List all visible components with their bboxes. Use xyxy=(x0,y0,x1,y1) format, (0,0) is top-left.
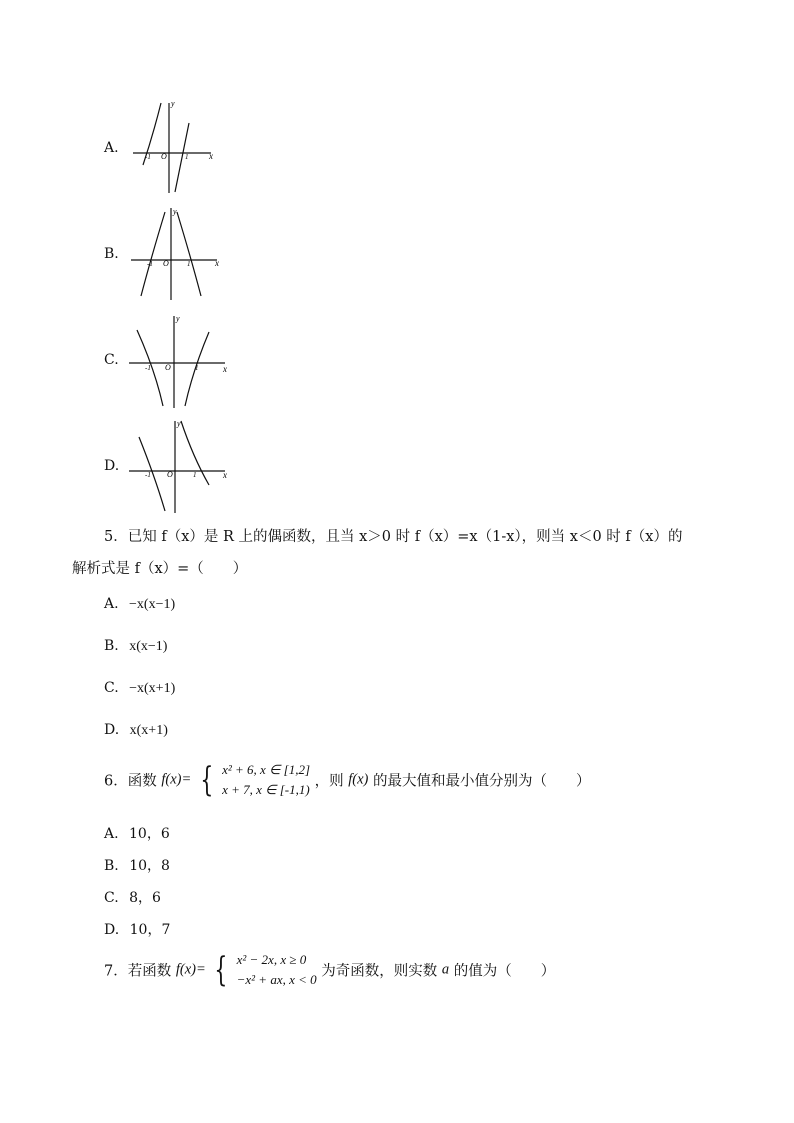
option-label: D. xyxy=(104,922,120,938)
left-brace-icon: { xyxy=(200,760,214,800)
graph-option-d xyxy=(125,415,235,515)
q5-option-a xyxy=(104,596,175,613)
q6-suffix: 的最大值和最小值分别为（ ） xyxy=(372,773,591,790)
origin-label: O xyxy=(165,363,171,372)
x-label: x xyxy=(209,151,213,161)
q7-prefix: 7．若函数 xyxy=(104,963,172,980)
q6-case-2: x + 7, x ∈ [-1,1) xyxy=(222,782,310,797)
option-label: A. xyxy=(104,826,119,842)
x-label: x xyxy=(223,364,227,374)
option-label-d: D. xyxy=(104,458,120,474)
y-label: y xyxy=(173,207,177,216)
q6-option-a xyxy=(104,823,170,843)
y-label: y xyxy=(177,419,181,428)
tick-neg-one: -1 xyxy=(145,153,151,161)
tick-one: 1 xyxy=(187,260,191,268)
option-label: B. xyxy=(104,638,119,654)
q7-fx: f(x)= xyxy=(175,961,206,978)
tick-neg-one: -1 xyxy=(145,471,151,479)
tick-neg-one: -1 xyxy=(147,260,153,268)
option-label: D. xyxy=(104,722,120,738)
q6-case-1: x² + 6, x ∈ [1,2] xyxy=(222,762,311,777)
q5-option-d xyxy=(104,722,168,739)
option-text: x(x−1) xyxy=(129,639,168,654)
tick-one: 1 xyxy=(195,364,199,372)
q6-prefix: 6．函数 xyxy=(104,773,157,790)
option-label-a: A. xyxy=(104,140,119,156)
option-text: −x(x+1) xyxy=(129,681,176,696)
q6-fx: f(x)= xyxy=(161,771,192,788)
q6-option-b xyxy=(104,855,170,875)
q7-var: a xyxy=(441,961,450,978)
left-curve xyxy=(141,212,165,296)
option-text: −x(x−1) xyxy=(129,597,176,612)
q7-suffix: 的值为（ ） xyxy=(453,963,556,980)
graph-option-b xyxy=(125,202,230,302)
right-curve xyxy=(177,212,201,296)
option-label: B. xyxy=(104,858,119,874)
q7-cases xyxy=(237,950,317,990)
option-label: C. xyxy=(104,890,119,906)
q6-mid: ，则 xyxy=(314,773,344,790)
q5-text-line1: 5．已知 f（x）是 R 上的偶函数，且当 x＞0 时 f（x）=x（1-x），则当 x＜0 时 f（x）的 xyxy=(104,529,683,545)
q7-case-1: x² − 2x, x ≥ 0 xyxy=(236,952,307,967)
option-label-b: B. xyxy=(104,246,119,262)
y-label: y xyxy=(176,314,180,323)
x-label: x xyxy=(215,258,219,268)
left-brace-icon: { xyxy=(214,950,228,990)
q6-fx2: f(x) xyxy=(348,771,369,788)
y-label: y xyxy=(171,99,175,108)
graph-option-a xyxy=(125,95,225,195)
origin-label: O xyxy=(167,470,173,479)
option-label: A. xyxy=(104,596,119,612)
graph-option-c xyxy=(125,310,235,410)
option-text: 10，8 xyxy=(129,858,170,874)
option-text: x(x+1) xyxy=(129,723,168,738)
q5-option-b xyxy=(104,638,167,655)
q6-stem xyxy=(104,760,590,800)
left-curve xyxy=(139,437,165,511)
x-label: x xyxy=(223,470,227,480)
q6-cases xyxy=(222,760,310,800)
q6-option-d xyxy=(104,919,170,939)
tick-one: 1 xyxy=(193,471,197,479)
origin-label: O xyxy=(161,152,167,161)
q6-option-c xyxy=(104,887,161,907)
option-label: C. xyxy=(104,680,119,696)
origin-label: O xyxy=(163,259,169,268)
tick-one: 1 xyxy=(185,153,189,161)
option-text: 10，6 xyxy=(129,826,170,842)
q5-text-line2: 解析式是 f（x）=（ ） xyxy=(72,561,248,577)
option-text: 10，7 xyxy=(129,922,171,938)
q7-stem xyxy=(104,950,555,990)
q5-option-c xyxy=(104,680,175,697)
tick-neg-one: -1 xyxy=(145,364,151,372)
q7-case-2: −x² + ax, x < 0 xyxy=(236,972,317,987)
option-text: 8，6 xyxy=(129,890,161,906)
q7-mid: 为奇函数，则实数 xyxy=(321,963,438,980)
option-label-c: C. xyxy=(104,352,119,368)
